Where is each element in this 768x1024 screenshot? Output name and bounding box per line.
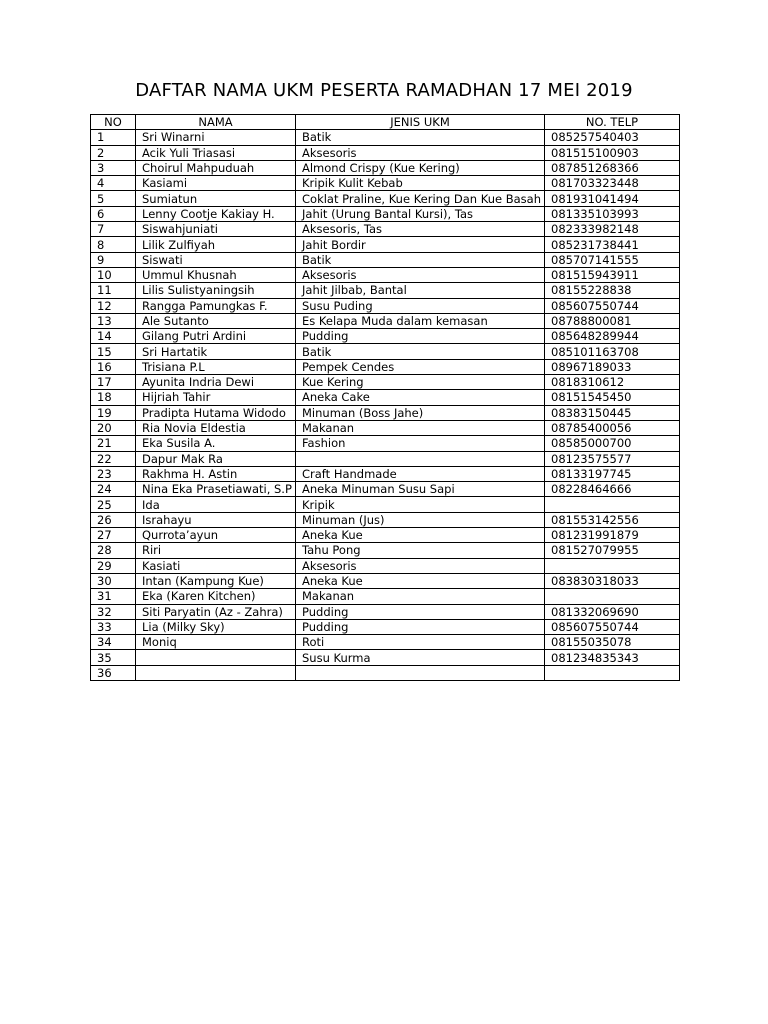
cell-nama: Eka Susila A. [136, 436, 296, 451]
cell-no: 24 [91, 482, 136, 497]
cell-jenis-ukm: Jahit Bordir [296, 237, 545, 252]
cell-no-telp: 08788800081 [545, 313, 680, 328]
cell-jenis-ukm: Pudding [296, 604, 545, 619]
cell-no-telp: 083830318033 [545, 573, 680, 588]
cell-no: 17 [91, 375, 136, 390]
table-row [91, 375, 680, 390]
cell-no-telp [545, 558, 680, 573]
cell-no-telp: 0818310612 [545, 375, 680, 390]
cell-no: 28 [91, 543, 136, 558]
cell-no-telp: 081527079955 [545, 543, 680, 558]
table-row [91, 589, 680, 604]
cell-nama: Qurrota’ayun [136, 528, 296, 543]
cell-jenis-ukm: Makanan [296, 420, 545, 435]
cell-jenis-ukm: Kripik Kulit Kebab [296, 176, 545, 191]
cell-no: 11 [91, 283, 136, 298]
table-row [91, 283, 680, 298]
table-row [91, 420, 680, 435]
table-row [91, 665, 680, 680]
header-jenis-ukm: JENIS UKM [296, 115, 545, 130]
cell-jenis-ukm: Minuman (Jus) [296, 512, 545, 527]
table-row [91, 222, 680, 237]
cell-no: 9 [91, 252, 136, 267]
cell-jenis-ukm: Kue Kering [296, 375, 545, 390]
cell-nama: Eka (Karen Kitchen) [136, 589, 296, 604]
cell-nama: Ummul Khusnah [136, 267, 296, 282]
cell-no: 12 [91, 298, 136, 313]
table-row [91, 543, 680, 558]
cell-no-telp [545, 589, 680, 604]
table-row [91, 390, 680, 405]
cell-no: 29 [91, 558, 136, 573]
cell-jenis-ukm: Almond Crispy (Kue Kering) [296, 160, 545, 175]
cell-no-telp: 08785400056 [545, 420, 680, 435]
cell-jenis-ukm: Roti [296, 635, 545, 650]
table-row [91, 145, 680, 160]
cell-no: 10 [91, 267, 136, 282]
cell-jenis-ukm: Aksesoris [296, 558, 545, 573]
cell-nama: Sumiatun [136, 191, 296, 206]
cell-jenis-ukm: Aksesoris [296, 145, 545, 160]
document-title: DAFTAR NAMA UKM PESERTA RAMADHAN 17 MEI 2019 [135, 80, 633, 101]
cell-no-telp: 087851268366 [545, 160, 680, 175]
cell-no-telp: 08155228838 [545, 283, 680, 298]
cell-no-telp: 081515943911 [545, 267, 680, 282]
cell-jenis-ukm: Batik [296, 130, 545, 145]
cell-jenis-ukm: Pudding [296, 619, 545, 634]
cell-no-telp: 085257540403 [545, 130, 680, 145]
cell-no: 3 [91, 160, 136, 175]
cell-jenis-ukm: Pempek Cendes [296, 359, 545, 374]
table-row [91, 313, 680, 328]
table-row [91, 176, 680, 191]
table-row [91, 635, 680, 650]
cell-no-telp [545, 665, 680, 680]
cell-jenis-ukm: Jahit (Urung Bantal Kursi), Tas [296, 206, 545, 221]
cell-jenis-ukm: Batik [296, 344, 545, 359]
cell-nama: Lilik Zulfiyah [136, 237, 296, 252]
cell-no: 14 [91, 329, 136, 344]
table-row [91, 329, 680, 344]
cell-nama: Rakhma H. Astin [136, 466, 296, 481]
cell-no: 16 [91, 359, 136, 374]
cell-no-telp: 085101163708 [545, 344, 680, 359]
cell-no: 7 [91, 222, 136, 237]
cell-no-telp: 085648289944 [545, 329, 680, 344]
cell-no-telp: 081234835343 [545, 650, 680, 665]
table-row [91, 344, 680, 359]
cell-no: 21 [91, 436, 136, 451]
cell-no: 31 [91, 589, 136, 604]
cell-no: 26 [91, 512, 136, 527]
header-nama: NAMA [136, 115, 296, 130]
cell-no-telp: 08383150445 [545, 405, 680, 420]
cell-no: 15 [91, 344, 136, 359]
table-row [91, 512, 680, 527]
table-row [91, 130, 680, 145]
cell-no-telp: 08133197745 [545, 466, 680, 481]
cell-no: 36 [91, 665, 136, 680]
cell-no: 33 [91, 619, 136, 634]
cell-nama: Riri [136, 543, 296, 558]
cell-no-telp: 081335103993 [545, 206, 680, 221]
cell-no-telp: 08967189033 [545, 359, 680, 374]
cell-no-telp: 085607550744 [545, 298, 680, 313]
header-row [91, 115, 680, 130]
cell-nama: Ayunita Indria Dewi [136, 375, 296, 390]
cell-jenis-ukm: Aksesoris [296, 267, 545, 282]
cell-nama [136, 650, 296, 665]
cell-no: 23 [91, 466, 136, 481]
cell-nama: Ria Novia Eldestia [136, 420, 296, 435]
table-row [91, 191, 680, 206]
table-row [91, 267, 680, 282]
cell-nama: Lilis Sulistyaningsih [136, 283, 296, 298]
cell-no-telp: 08585000700 [545, 436, 680, 451]
cell-nama: Siswati [136, 252, 296, 267]
cell-nama: Siswahjuniati [136, 222, 296, 237]
table-row [91, 650, 680, 665]
cell-nama: Gilang Putri Ardini [136, 329, 296, 344]
table-row [91, 466, 680, 481]
cell-jenis-ukm: Makanan [296, 589, 545, 604]
cell-nama: Dapur Mak Ra [136, 451, 296, 466]
table-row [91, 206, 680, 221]
cell-nama: Sri Winarni [136, 130, 296, 145]
cell-no-telp: 081553142556 [545, 512, 680, 527]
cell-jenis-ukm: Fashion [296, 436, 545, 451]
cell-nama: Nina Eka Prasetiawati, S.P [136, 482, 296, 497]
cell-jenis-ukm: Batik [296, 252, 545, 267]
cell-jenis-ukm: Minuman (Boss Jahe) [296, 405, 545, 420]
cell-no-telp: 08228464666 [545, 482, 680, 497]
cell-jenis-ukm: Kripik [296, 497, 545, 512]
cell-nama: Trisiana P.L [136, 359, 296, 374]
cell-no-telp: 081703323448 [545, 176, 680, 191]
cell-jenis-ukm: Aneka Minuman Susu Sapi [296, 482, 545, 497]
cell-no: 18 [91, 390, 136, 405]
cell-nama: Kasiami [136, 176, 296, 191]
cell-no: 13 [91, 313, 136, 328]
cell-jenis-ukm: Pudding [296, 329, 545, 344]
cell-no: 19 [91, 405, 136, 420]
table-row [91, 619, 680, 634]
table-row [91, 451, 680, 466]
cell-jenis-ukm: Coklat Praline, Kue Kering Dan Kue Basah [296, 191, 545, 206]
cell-no: 22 [91, 451, 136, 466]
cell-jenis-ukm: Es Kelapa Muda dalam kemasan [296, 313, 545, 328]
table-row [91, 482, 680, 497]
table-row [91, 436, 680, 451]
cell-nama: Lia (Milky Sky) [136, 619, 296, 634]
cell-no-telp: 082333982148 [545, 222, 680, 237]
cell-nama: Hijriah Tahir [136, 390, 296, 405]
cell-no-telp: 08155035078 [545, 635, 680, 650]
cell-no: 32 [91, 604, 136, 619]
cell-no: 2 [91, 145, 136, 160]
cell-no-telp: 085707141555 [545, 252, 680, 267]
cell-jenis-ukm: Susu Kurma [296, 650, 545, 665]
cell-nama: Pradipta Hutama Widodo [136, 405, 296, 420]
cell-no: 30 [91, 573, 136, 588]
cell-no: 4 [91, 176, 136, 191]
cell-no-telp: 081515100903 [545, 145, 680, 160]
cell-nama: Siti Paryatin (Az - Zahra) [136, 604, 296, 619]
cell-jenis-ukm: Aneka Kue [296, 573, 545, 588]
cell-no-telp: 085231738441 [545, 237, 680, 252]
cell-jenis-ukm: Aksesoris, Tas [296, 222, 545, 237]
table-body [91, 130, 680, 681]
cell-nama: Ale Sutanto [136, 313, 296, 328]
cell-jenis-ukm [296, 451, 545, 466]
cell-nama [136, 665, 296, 680]
cell-jenis-ukm: Jahit Jilbab, Bantal [296, 283, 545, 298]
cell-nama: Rangga Pamungkas F. [136, 298, 296, 313]
table-row [91, 528, 680, 543]
cell-no: 6 [91, 206, 136, 221]
cell-jenis-ukm: Aneka Cake [296, 390, 545, 405]
cell-nama: Choirul Mahpuduah [136, 160, 296, 175]
table-row [91, 573, 680, 588]
cell-no: 1 [91, 130, 136, 145]
cell-no: 35 [91, 650, 136, 665]
cell-no: 5 [91, 191, 136, 206]
cell-jenis-ukm: Susu Puding [296, 298, 545, 313]
table-row [91, 298, 680, 313]
cell-jenis-ukm: Aneka Kue [296, 528, 545, 543]
cell-no: 34 [91, 635, 136, 650]
cell-no-telp: 081231991879 [545, 528, 680, 543]
cell-jenis-ukm [296, 665, 545, 680]
cell-nama: Lenny Cootje Kakiay H. [136, 206, 296, 221]
cell-nama: Intan (Kampung Kue) [136, 573, 296, 588]
table-row [91, 405, 680, 420]
cell-no: 8 [91, 237, 136, 252]
cell-no-telp: 08151545450 [545, 390, 680, 405]
cell-no-telp: 08123575577 [545, 451, 680, 466]
cell-no-telp: 085607550744 [545, 619, 680, 634]
participant-table [90, 114, 680, 681]
cell-nama: Acik Yuli Triasasi [136, 145, 296, 160]
cell-nama: Israhayu [136, 512, 296, 527]
cell-no: 25 [91, 497, 136, 512]
cell-jenis-ukm: Craft Handmade [296, 466, 545, 481]
table-row [91, 604, 680, 619]
cell-no: 20 [91, 420, 136, 435]
cell-jenis-ukm: Tahu Pong [296, 543, 545, 558]
header-no-telp: NO. TELP [545, 115, 680, 130]
table-row [91, 237, 680, 252]
cell-no-telp [545, 497, 680, 512]
cell-no-telp: 081332069690 [545, 604, 680, 619]
cell-nama: Moniq [136, 635, 296, 650]
cell-no-telp: 081931041494 [545, 191, 680, 206]
table-row [91, 160, 680, 175]
table-row [91, 497, 680, 512]
table-row [91, 359, 680, 374]
cell-no: 27 [91, 528, 136, 543]
table-row [91, 252, 680, 267]
header-no: NO [91, 115, 136, 130]
cell-nama: Kasiati [136, 558, 296, 573]
table-row [91, 558, 680, 573]
cell-nama: Sri Hartatik [136, 344, 296, 359]
cell-nama: Ida [136, 497, 296, 512]
